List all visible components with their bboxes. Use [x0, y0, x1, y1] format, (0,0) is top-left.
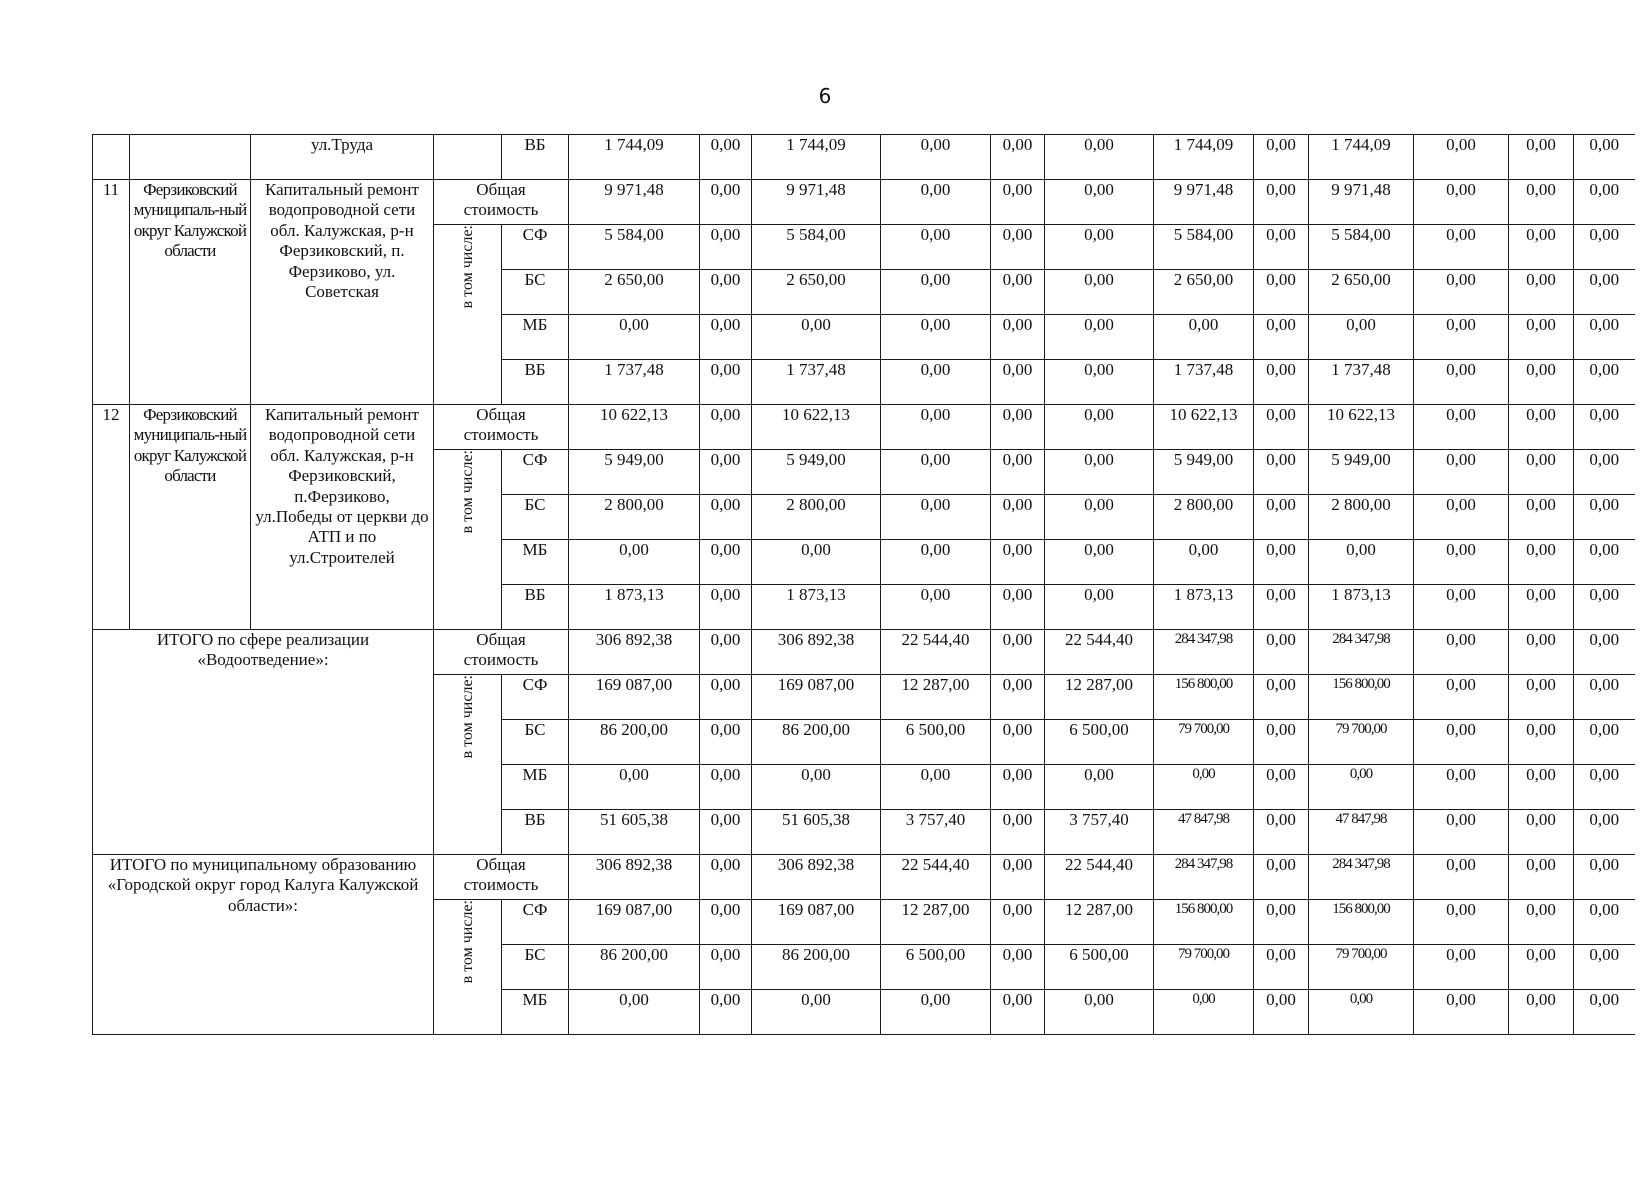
value-cell-total-vodootvedenie-r0-c7: 0,00: [1254, 630, 1309, 675]
object-name: ул.Труда: [251, 135, 434, 180]
value-cell-10-r0-c1: 0,00: [700, 135, 752, 180]
value-cell-12-r2-c2: 2 800,00: [752, 495, 881, 540]
value-cell-11-r1-c2: 5 584,00: [752, 225, 881, 270]
value-cell-total-kaluga-r2-c11: 0,00: [1574, 945, 1635, 990]
value-cell-11-r4-c9: 0,00: [1414, 360, 1509, 405]
value-cell-total-vodootvedenie-r3-c4: 0,00: [991, 765, 1045, 810]
value-cell-11-r3-c11: 0,00: [1574, 315, 1635, 360]
value-cell-total-vodootvedenie-r4-c0: 51 605,38: [569, 810, 700, 855]
value-cell-total-kaluga-r2-c1: 0,00: [700, 945, 752, 990]
value-cell-12-r4-c0: 1 873,13: [569, 585, 700, 630]
in-tom-chisle-text: в том числе:: [458, 225, 476, 309]
value-cell-11-r0-c3: 0,00: [881, 180, 991, 225]
value-cell-total-kaluga-r2-c8: 79 700,00: [1309, 945, 1414, 990]
value-cell-12-r4-c1: 0,00: [700, 585, 752, 630]
value-cell-total-kaluga-r2-c5: 6 500,00: [1045, 945, 1154, 990]
value-cell-total-vodootvedenie-r3-c3: 0,00: [881, 765, 991, 810]
fund-code: МБ: [502, 540, 569, 585]
value-cell-total-vodootvedenie-r1-c10: 0,00: [1509, 675, 1574, 720]
value-cell-12-r3-c11: 0,00: [1574, 540, 1635, 585]
value-cell-total-vodootvedenie-r0-c0: 306 892,38: [569, 630, 700, 675]
value-cell-11-r4-c8: 1 737,48: [1309, 360, 1414, 405]
value-cell-total-vodootvedenie-r2-c7: 0,00: [1254, 720, 1309, 765]
value-cell-12-r3-c5: 0,00: [1045, 540, 1154, 585]
value-cell-11-r0-c4: 0,00: [991, 180, 1045, 225]
value-cell-11-r0-c6: 9 971,48: [1154, 180, 1254, 225]
value-cell-10-r0-c8: 1 744,09: [1309, 135, 1414, 180]
value-cell-12-r1-c1: 0,00: [700, 450, 752, 495]
value-cell-total-kaluga-r2-c4: 0,00: [991, 945, 1045, 990]
value-cell-total-vodootvedenie-r3-c0: 0,00: [569, 765, 700, 810]
fund-code: ВБ: [502, 585, 569, 630]
value-cell-total-kaluga-r2-c3: 6 500,00: [881, 945, 991, 990]
value-cell-10-r0-c10: 0,00: [1509, 135, 1574, 180]
fund-code: БС: [502, 270, 569, 315]
value-cell-11-r0-c8: 9 971,48: [1309, 180, 1414, 225]
value-cell-11-r0-c7: 0,00: [1254, 180, 1309, 225]
value-cell-12-r3-c0: 0,00: [569, 540, 700, 585]
value-cell-12-r1-c0: 5 949,00: [569, 450, 700, 495]
value-cell-total-kaluga-r1-c8: 156 800,00: [1309, 900, 1414, 945]
value-cell-total-vodootvedenie-r1-c3: 12 287,00: [881, 675, 991, 720]
value-cell-total-vodootvedenie-r0-c2: 306 892,38: [752, 630, 881, 675]
value-cell-12-r3-c4: 0,00: [991, 540, 1045, 585]
value-cell-12-r2-c9: 0,00: [1414, 495, 1509, 540]
fund-code: ВБ: [502, 360, 569, 405]
fund-code: БС: [502, 495, 569, 540]
value-cell-11-r2-c7: 0,00: [1254, 270, 1309, 315]
total-cost-label: Общая стоимость: [434, 405, 569, 450]
value-cell-12-r0-c7: 0,00: [1254, 405, 1309, 450]
value-cell-12-r3-c8: 0,00: [1309, 540, 1414, 585]
value-cell-11-r3-c4: 0,00: [991, 315, 1045, 360]
value-cell-11-r4-c10: 0,00: [1509, 360, 1574, 405]
value-cell-total-vodootvedenie-r4-c3: 3 757,40: [881, 810, 991, 855]
value-cell-12-r2-c8: 2 800,00: [1309, 495, 1414, 540]
value-cell-total-vodootvedenie-r3-c2: 0,00: [752, 765, 881, 810]
fund-code: СФ: [502, 675, 569, 720]
total-cost-label: Общая стоимость: [434, 180, 569, 225]
value-cell-total-vodootvedenie-r1-c5: 12 287,00: [1045, 675, 1154, 720]
value-cell-11-r2-c0: 2 650,00: [569, 270, 700, 315]
value-cell-total-vodootvedenie-r3-c11: 0,00: [1574, 765, 1635, 810]
value-cell-12-r0-c6: 10 622,13: [1154, 405, 1254, 450]
value-cell-11-r0-c9: 0,00: [1414, 180, 1509, 225]
value-cell-total-vodootvedenie-r4-c8: 47 847,98: [1309, 810, 1414, 855]
fund-code: БС: [502, 945, 569, 990]
value-cell-11-r4-c11: 0,00: [1574, 360, 1635, 405]
fund-code: МБ: [502, 765, 569, 810]
table-row: [93, 630, 1635, 675]
org-name: Ферзиковский муниципаль-ный округ Калужской области: [130, 405, 251, 630]
value-cell-12-r0-c9: 0,00: [1414, 405, 1509, 450]
fund-code: БС: [502, 720, 569, 765]
value-cell-11-r2-c3: 0,00: [881, 270, 991, 315]
total-cost-label: Общая стоимость: [434, 630, 569, 675]
value-cell-total-kaluga-r2-c0: 86 200,00: [569, 945, 700, 990]
value-cell-total-vodootvedenie-r4-c9: 0,00: [1414, 810, 1509, 855]
table-row: [93, 135, 1635, 180]
value-cell-total-kaluga-r3-c3: 0,00: [881, 990, 991, 1035]
fund-code: ВБ: [502, 810, 569, 855]
value-cell-11-r3-c8: 0,00: [1309, 315, 1414, 360]
value-cell-total-vodootvedenie-r2-c8: 79 700,00: [1309, 720, 1414, 765]
value-cell-12-r3-c3: 0,00: [881, 540, 991, 585]
value-cell-11-r1-c4: 0,00: [991, 225, 1045, 270]
value-cell-11-r3-c0: 0,00: [569, 315, 700, 360]
value-cell-total-vodootvedenie-r2-c9: 0,00: [1414, 720, 1509, 765]
value-cell-11-r4-c0: 1 737,48: [569, 360, 700, 405]
value-cell-11-r1-c6: 5 584,00: [1154, 225, 1254, 270]
value-cell-total-kaluga-r0-c11: 0,00: [1574, 855, 1635, 900]
value-cell-12-r1-c2: 5 949,00: [752, 450, 881, 495]
table-row: [93, 180, 1635, 225]
value-cell-11-r4-c2: 1 737,48: [752, 360, 881, 405]
fund-code: ВБ: [502, 135, 569, 180]
value-cell-10-r0-c5: 0,00: [1045, 135, 1154, 180]
value-cell-total-vodootvedenie-r0-c8: 284 347,98: [1309, 630, 1414, 675]
value-cell-12-r4-c7: 0,00: [1254, 585, 1309, 630]
value-cell-total-vodootvedenie-r2-c3: 6 500,00: [881, 720, 991, 765]
total-cost-label: Общая стоимость: [434, 855, 569, 900]
value-cell-11-r1-c3: 0,00: [881, 225, 991, 270]
value-cell-11-r3-c1: 0,00: [700, 315, 752, 360]
value-cell-12-r3-c7: 0,00: [1254, 540, 1309, 585]
value-cell-total-vodootvedenie-r0-c11: 0,00: [1574, 630, 1635, 675]
value-cell-12-r2-c3: 0,00: [881, 495, 991, 540]
value-cell-10-r0-c11: 0,00: [1574, 135, 1635, 180]
value-cell-total-vodootvedenie-r0-c4: 0,00: [991, 630, 1045, 675]
value-cell-11-r2-c10: 0,00: [1509, 270, 1574, 315]
value-cell-total-kaluga-r3-c10: 0,00: [1509, 990, 1574, 1035]
financing-table: [92, 134, 1635, 1035]
value-cell-total-vodootvedenie-r0-c5: 22 544,40: [1045, 630, 1154, 675]
value-cell-total-vodootvedenie-r1-c7: 0,00: [1254, 675, 1309, 720]
fund-code: СФ: [502, 450, 569, 495]
value-cell-total-kaluga-r3-c4: 0,00: [991, 990, 1045, 1035]
value-cell-11-r4-c4: 0,00: [991, 360, 1045, 405]
value-cell-11-r1-c11: 0,00: [1574, 225, 1635, 270]
value-cell-11-r4-c3: 0,00: [881, 360, 991, 405]
value-cell-total-kaluga-r3-c1: 0,00: [700, 990, 752, 1035]
value-cell-total-kaluga-r0-c8: 284 347,98: [1309, 855, 1414, 900]
value-cell-12-r1-c5: 0,00: [1045, 450, 1154, 495]
value-cell-10-r0-c6: 1 744,09: [1154, 135, 1254, 180]
value-cell-11-r2-c1: 0,00: [700, 270, 752, 315]
value-cell-12-r1-c4: 0,00: [991, 450, 1045, 495]
value-cell-12-r0-c2: 10 622,13: [752, 405, 881, 450]
value-cell-10-r0-c2: 1 744,09: [752, 135, 881, 180]
value-cell-total-vodootvedenie-r4-c4: 0,00: [991, 810, 1045, 855]
value-cell-11-r2-c5: 0,00: [1045, 270, 1154, 315]
value-cell-total-vodootvedenie-r3-c9: 0,00: [1414, 765, 1509, 810]
value-cell-11-r0-c2: 9 971,48: [752, 180, 881, 225]
value-cell-11-r0-c11: 0,00: [1574, 180, 1635, 225]
value-cell-11-r3-c9: 0,00: [1414, 315, 1509, 360]
value-cell-11-r1-c9: 0,00: [1414, 225, 1509, 270]
in-tom-chisle-label: [434, 900, 502, 1035]
value-cell-total-vodootvedenie-r2-c11: 0,00: [1574, 720, 1635, 765]
value-cell-total-vodootvedenie-r3-c10: 0,00: [1509, 765, 1574, 810]
value-cell-total-vodootvedenie-r2-c5: 6 500,00: [1045, 720, 1154, 765]
value-cell-total-vodootvedenie-r2-c2: 86 200,00: [752, 720, 881, 765]
table-row: [93, 855, 1635, 900]
value-cell-total-vodootvedenie-r1-c1: 0,00: [700, 675, 752, 720]
row-number: [93, 135, 130, 180]
table-row: [93, 405, 1635, 450]
value-cell-11-r2-c9: 0,00: [1414, 270, 1509, 315]
value-cell-11-r1-c5: 0,00: [1045, 225, 1154, 270]
value-cell-10-r0-c4: 0,00: [991, 135, 1045, 180]
value-cell-total-vodootvedenie-r2-c10: 0,00: [1509, 720, 1574, 765]
value-cell-11-r1-c1: 0,00: [700, 225, 752, 270]
value-cell-12-r4-c4: 0,00: [991, 585, 1045, 630]
value-cell-11-r4-c1: 0,00: [700, 360, 752, 405]
value-cell-11-r3-c5: 0,00: [1045, 315, 1154, 360]
value-cell-11-r3-c7: 0,00: [1254, 315, 1309, 360]
value-cell-total-kaluga-r1-c1: 0,00: [700, 900, 752, 945]
value-cell-total-kaluga-r2-c7: 0,00: [1254, 945, 1309, 990]
fund-code: МБ: [502, 990, 569, 1035]
value-cell-12-r2-c11: 0,00: [1574, 495, 1635, 540]
value-cell-total-vodootvedenie-r0-c6: 284 347,98: [1154, 630, 1254, 675]
value-cell-total-kaluga-r0-c10: 0,00: [1509, 855, 1574, 900]
fund-code: СФ: [502, 225, 569, 270]
value-cell-11-r1-c8: 5 584,00: [1309, 225, 1414, 270]
value-cell-total-vodootvedenie-r0-c3: 22 544,40: [881, 630, 991, 675]
value-cell-total-vodootvedenie-r1-c2: 169 087,00: [752, 675, 881, 720]
value-cell-12-r0-c1: 0,00: [700, 405, 752, 450]
value-cell-total-kaluga-r3-c6: 0,00: [1154, 990, 1254, 1035]
value-cell-11-r4-c6: 1 737,48: [1154, 360, 1254, 405]
row-number: 12: [93, 405, 130, 630]
value-cell-total-kaluga-r1-c7: 0,00: [1254, 900, 1309, 945]
in-tom-chisle-text: в том числе:: [458, 675, 476, 759]
value-cell-11-r4-c7: 0,00: [1254, 360, 1309, 405]
value-cell-total-vodootvedenie-r3-c6: 0,00: [1154, 765, 1254, 810]
value-cell-total-vodootvedenie-r4-c2: 51 605,38: [752, 810, 881, 855]
value-cell-total-kaluga-r3-c2: 0,00: [752, 990, 881, 1035]
value-cell-12-r2-c4: 0,00: [991, 495, 1045, 540]
value-cell-total-vodootvedenie-r0-c1: 0,00: [700, 630, 752, 675]
value-cell-total-kaluga-r3-c9: 0,00: [1414, 990, 1509, 1035]
value-cell-11-r0-c5: 0,00: [1045, 180, 1154, 225]
value-cell-12-r3-c2: 0,00: [752, 540, 881, 585]
value-cell-total-kaluga-r0-c3: 22 544,40: [881, 855, 991, 900]
value-cell-11-r0-c1: 0,00: [700, 180, 752, 225]
value-cell-total-vodootvedenie-r1-c8: 156 800,00: [1309, 675, 1414, 720]
value-cell-total-vodootvedenie-r2-c4: 0,00: [991, 720, 1045, 765]
value-cell-10-r0-c0: 1 744,09: [569, 135, 700, 180]
value-cell-total-kaluga-r0-c2: 306 892,38: [752, 855, 881, 900]
value-cell-total-kaluga-r2-c9: 0,00: [1414, 945, 1509, 990]
value-cell-12-r1-c8: 5 949,00: [1309, 450, 1414, 495]
value-cell-11-r1-c10: 0,00: [1509, 225, 1574, 270]
value-cell-12-r1-c7: 0,00: [1254, 450, 1309, 495]
value-cell-total-kaluga-r3-c0: 0,00: [569, 990, 700, 1035]
value-cell-total-kaluga-r2-c10: 0,00: [1509, 945, 1574, 990]
value-cell-total-kaluga-r0-c0: 306 892,38: [569, 855, 700, 900]
value-cell-11-r2-c11: 0,00: [1574, 270, 1635, 315]
in-tom-chisle-label: [434, 135, 502, 180]
value-cell-12-r4-c8: 1 873,13: [1309, 585, 1414, 630]
in-tom-chisle-text: в том числе:: [458, 900, 476, 984]
value-cell-total-kaluga-r1-c5: 12 287,00: [1045, 900, 1154, 945]
value-cell-total-vodootvedenie-r3-c1: 0,00: [700, 765, 752, 810]
value-cell-total-vodootvedenie-r1-c4: 0,00: [991, 675, 1045, 720]
value-cell-11-r2-c6: 2 650,00: [1154, 270, 1254, 315]
value-cell-12-r1-c3: 0,00: [881, 450, 991, 495]
in-tom-chisle-label: [434, 450, 502, 630]
in-tom-chisle-label: [434, 675, 502, 855]
value-cell-total-vodootvedenie-r4-c5: 3 757,40: [1045, 810, 1154, 855]
value-cell-11-r2-c8: 2 650,00: [1309, 270, 1414, 315]
value-cell-total-kaluga-r1-c0: 169 087,00: [569, 900, 700, 945]
value-cell-total-kaluga-r0-c6: 284 347,98: [1154, 855, 1254, 900]
value-cell-total-kaluga-r1-c6: 156 800,00: [1154, 900, 1254, 945]
value-cell-12-r2-c0: 2 800,00: [569, 495, 700, 540]
value-cell-total-vodootvedenie-r0-c9: 0,00: [1414, 630, 1509, 675]
value-cell-total-kaluga-r0-c5: 22 544,40: [1045, 855, 1154, 900]
value-cell-total-vodootvedenie-r4-c6: 47 847,98: [1154, 810, 1254, 855]
value-cell-11-r2-c4: 0,00: [991, 270, 1045, 315]
fund-code: СФ: [502, 900, 569, 945]
value-cell-12-r0-c4: 0,00: [991, 405, 1045, 450]
value-cell-total-kaluga-r0-c7: 0,00: [1254, 855, 1309, 900]
value-cell-11-r0-c0: 9 971,48: [569, 180, 700, 225]
in-tom-chisle-label: [434, 225, 502, 405]
value-cell-total-kaluga-r3-c5: 0,00: [1045, 990, 1154, 1035]
value-cell-total-vodootvedenie-r2-c6: 79 700,00: [1154, 720, 1254, 765]
value-cell-total-kaluga-r1-c2: 169 087,00: [752, 900, 881, 945]
value-cell-12-r4-c11: 0,00: [1574, 585, 1635, 630]
value-cell-12-r2-c6: 2 800,00: [1154, 495, 1254, 540]
fund-code: МБ: [502, 315, 569, 360]
value-cell-total-vodootvedenie-r2-c0: 86 200,00: [569, 720, 700, 765]
value-cell-12-r1-c6: 5 949,00: [1154, 450, 1254, 495]
value-cell-12-r1-c9: 0,00: [1414, 450, 1509, 495]
value-cell-total-kaluga-r3-c7: 0,00: [1254, 990, 1309, 1035]
value-cell-total-vodootvedenie-r0-c10: 0,00: [1509, 630, 1574, 675]
value-cell-total-kaluga-r3-c11: 0,00: [1574, 990, 1635, 1035]
value-cell-12-r2-c5: 0,00: [1045, 495, 1154, 540]
total-label: ИТОГО по сфере реализации «Водоотведение»:: [93, 630, 434, 855]
value-cell-total-vodootvedenie-r1-c6: 156 800,00: [1154, 675, 1254, 720]
value-cell-12-r4-c10: 0,00: [1509, 585, 1574, 630]
value-cell-12-r0-c8: 10 622,13: [1309, 405, 1414, 450]
org-name: [130, 135, 251, 180]
value-cell-11-r3-c6: 0,00: [1154, 315, 1254, 360]
value-cell-total-vodootvedenie-r4-c10: 0,00: [1509, 810, 1574, 855]
value-cell-11-r3-c2: 0,00: [752, 315, 881, 360]
in-tom-chisle-text: в том числе:: [458, 450, 476, 534]
value-cell-total-vodootvedenie-r3-c5: 0,00: [1045, 765, 1154, 810]
value-cell-12-r4-c3: 0,00: [881, 585, 991, 630]
value-cell-total-vodootvedenie-r4-c11: 0,00: [1574, 810, 1635, 855]
value-cell-total-vodootvedenie-r3-c7: 0,00: [1254, 765, 1309, 810]
value-cell-11-r3-c10: 0,00: [1509, 315, 1574, 360]
value-cell-11-r4-c5: 0,00: [1045, 360, 1154, 405]
value-cell-total-kaluga-r2-c2: 86 200,00: [752, 945, 881, 990]
value-cell-12-r3-c10: 0,00: [1509, 540, 1574, 585]
value-cell-12-r4-c9: 0,00: [1414, 585, 1509, 630]
value-cell-12-r0-c11: 0,00: [1574, 405, 1635, 450]
value-cell-12-r3-c6: 0,00: [1154, 540, 1254, 585]
value-cell-10-r0-c7: 0,00: [1254, 135, 1309, 180]
value-cell-total-kaluga-r1-c10: 0,00: [1509, 900, 1574, 945]
value-cell-11-r2-c2: 2 650,00: [752, 270, 881, 315]
value-cell-total-kaluga-r0-c1: 0,00: [700, 855, 752, 900]
total-label: ИТОГО по муниципальному образованию «Городской округ город Калуга Калужской области»:: [93, 855, 434, 1035]
value-cell-11-r1-c0: 5 584,00: [569, 225, 700, 270]
object-name: Капитальный ремонт водопроводной сети обл. Калужская, р-н Ферзиковский, п.Ферзиково, ул.Победы от церкви до АТП и по ул.Строителей: [251, 405, 434, 630]
object-name: Капитальный ремонт водопроводной сети обл. Калужская, р-н Ферзиковский, п. Ферзиково, ул. Советская: [251, 180, 434, 405]
value-cell-total-vodootvedenie-r1-c9: 0,00: [1414, 675, 1509, 720]
value-cell-total-kaluga-r2-c6: 79 700,00: [1154, 945, 1254, 990]
value-cell-total-kaluga-r1-c9: 0,00: [1414, 900, 1509, 945]
value-cell-total-kaluga-r1-c11: 0,00: [1574, 900, 1635, 945]
value-cell-10-r0-c9: 0,00: [1414, 135, 1509, 180]
value-cell-10-r0-c3: 0,00: [881, 135, 991, 180]
value-cell-11-r1-c7: 0,00: [1254, 225, 1309, 270]
value-cell-12-r0-c0: 10 622,13: [569, 405, 700, 450]
value-cell-11-r0-c10: 0,00: [1509, 180, 1574, 225]
value-cell-total-kaluga-r0-c4: 0,00: [991, 855, 1045, 900]
page-number: 6: [818, 84, 832, 108]
row-number: 11: [93, 180, 130, 405]
org-name: Ферзиковский муниципаль-ный округ Калужской области: [130, 180, 251, 405]
value-cell-total-kaluga-r1-c3: 12 287,00: [881, 900, 991, 945]
value-cell-total-vodootvedenie-r1-c0: 169 087,00: [569, 675, 700, 720]
value-cell-12-r2-c7: 0,00: [1254, 495, 1309, 540]
value-cell-total-vodootvedenie-r3-c8: 0,00: [1309, 765, 1414, 810]
value-cell-12-r2-c10: 0,00: [1509, 495, 1574, 540]
value-cell-total-kaluga-r3-c8: 0,00: [1309, 990, 1414, 1035]
value-cell-12-r0-c5: 0,00: [1045, 405, 1154, 450]
value-cell-12-r4-c6: 1 873,13: [1154, 585, 1254, 630]
value-cell-total-kaluga-r1-c4: 0,00: [991, 900, 1045, 945]
value-cell-total-kaluga-r0-c9: 0,00: [1414, 855, 1509, 900]
value-cell-12-r3-c1: 0,00: [700, 540, 752, 585]
value-cell-12-r1-c11: 0,00: [1574, 450, 1635, 495]
value-cell-12-r1-c10: 0,00: [1509, 450, 1574, 495]
value-cell-11-r3-c3: 0,00: [881, 315, 991, 360]
value-cell-total-vodootvedenie-r2-c1: 0,00: [700, 720, 752, 765]
value-cell-12-r4-c5: 0,00: [1045, 585, 1154, 630]
value-cell-12-r0-c10: 0,00: [1509, 405, 1574, 450]
value-cell-12-r3-c9: 0,00: [1414, 540, 1509, 585]
value-cell-12-r0-c3: 0,00: [881, 405, 991, 450]
value-cell-total-vodootvedenie-r4-c7: 0,00: [1254, 810, 1309, 855]
value-cell-total-vodootvedenie-r4-c1: 0,00: [700, 810, 752, 855]
value-cell-12-r2-c1: 0,00: [700, 495, 752, 540]
value-cell-total-vodootvedenie-r1-c11: 0,00: [1574, 675, 1635, 720]
value-cell-12-r4-c2: 1 873,13: [752, 585, 881, 630]
